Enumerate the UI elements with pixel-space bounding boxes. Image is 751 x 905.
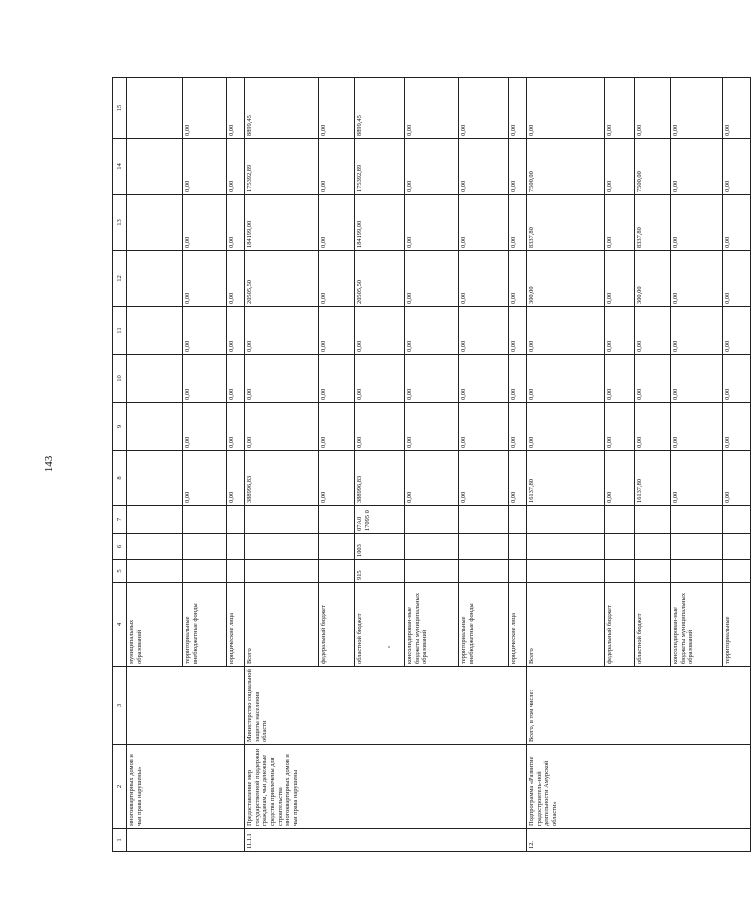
table-cell: территориальные внебюджетные фонды: [183, 583, 227, 667]
table-cell: 0,00: [405, 251, 459, 307]
table-cell: [127, 307, 183, 355]
table-cell: 388996,83: [355, 451, 405, 506]
table-cell: 0,00: [405, 451, 459, 506]
table-cell: [723, 560, 751, 583]
table-cell: 0,00: [723, 355, 751, 403]
table-cell: [527, 506, 605, 534]
table-cell: Всего: [527, 583, 605, 667]
table-cell: 0,00: [671, 307, 723, 355]
table-cell: 0,00: [227, 451, 245, 506]
table-cell: 0,00: [355, 403, 405, 451]
table-row: [527, 78, 605, 852]
table-cell: 0,00: [319, 307, 355, 355]
table-cell: 0,00: [319, 78, 355, 139]
table-cell: 0,00: [459, 451, 509, 506]
table-cell: 300,00: [635, 251, 671, 307]
table-row: [245, 78, 319, 852]
table-cell: 175392,89: [355, 139, 405, 195]
table-cell: 0,00: [605, 251, 635, 307]
table-cell: 0,00: [671, 139, 723, 195]
table-cell: 175392,89: [245, 139, 319, 195]
table-cell: 0,00: [723, 451, 751, 506]
table-cell: 0,00: [319, 451, 355, 506]
table-cell: 0,00: [319, 403, 355, 451]
table-cell: 0,00: [509, 251, 527, 307]
table-cell: 16137,80: [527, 451, 605, 506]
table-cell: 0,00: [319, 139, 355, 195]
table-cell: 0,00: [183, 355, 227, 403]
table-cell: [509, 506, 527, 534]
table-cell: [459, 560, 509, 583]
table-cell: 0,00: [605, 195, 635, 251]
column-header: 2: [113, 745, 127, 829]
table-cell: 0,00: [459, 307, 509, 355]
table-cell: 0,00: [671, 451, 723, 506]
header-row: [113, 78, 127, 852]
table-cell: [183, 560, 227, 583]
scan-speck: [388, 646, 390, 648]
table-cell: федеральный бюджет: [319, 583, 355, 667]
table-cell: [127, 355, 183, 403]
table-cell: 0,00: [183, 403, 227, 451]
table-cell: [127, 251, 183, 307]
column-header: 4: [113, 583, 127, 667]
column-header: 11: [113, 307, 127, 355]
table-cell: 0,00: [605, 78, 635, 139]
table-cell: Подпрограмма «Развитие градостроитель-ной деятельности Амурской области»: [527, 745, 751, 829]
table-cell: территориальные внебюджетные фонды: [459, 583, 509, 667]
table-cell: 0,00: [459, 139, 509, 195]
table-cell: 0,00: [355, 307, 405, 355]
table-cell: 0,00: [635, 355, 671, 403]
table-cell: 20505,50: [355, 251, 405, 307]
table-cell: 8337,80: [635, 195, 671, 251]
table-cell: [127, 829, 245, 852]
table-cell: 915: [355, 560, 405, 583]
table-cell: [671, 506, 723, 534]
table-cell: юридические лица: [227, 583, 245, 667]
table-cell: 0,00: [605, 355, 635, 403]
table-cell: [227, 560, 245, 583]
table-cell: 11.1.1: [245, 829, 527, 852]
table-cell: 0,00: [509, 403, 527, 451]
table-cell: 0,00: [509, 195, 527, 251]
table-cell: 184199,00: [245, 195, 319, 251]
table-cell: [127, 139, 183, 195]
table-cell: [527, 560, 605, 583]
column-header: 9: [113, 403, 127, 451]
table-cell: 0,00: [635, 78, 671, 139]
table-cell: [183, 534, 227, 560]
table-cell: [605, 560, 635, 583]
table-cell: Предоставление мер государственной поддержки гражданам, чьи денежные средства привлечены для строительства многоквартирных домов и чьи права нарушены: [245, 745, 527, 829]
table-cell: 0,00: [605, 451, 635, 506]
table-cell: [405, 560, 459, 583]
table-cell: [723, 506, 751, 534]
table-cell: федеральный бюджет: [605, 583, 635, 667]
table-cell: [127, 560, 183, 583]
table-cell: 0,00: [319, 355, 355, 403]
table-cell: 0,00: [319, 195, 355, 251]
table-cell: 0,00: [509, 355, 527, 403]
table-cell: 0,00: [459, 355, 509, 403]
table-cell: 0,00: [227, 355, 245, 403]
table-cell: [405, 506, 459, 534]
table-cell: многоквартирных домов и чьи права нарушены»: [127, 745, 245, 829]
table-cell: 0,00: [527, 307, 605, 355]
table-cell: 0,00: [723, 195, 751, 251]
table-cell: 0,00: [405, 195, 459, 251]
table-cell: [671, 560, 723, 583]
table-cell: 0,00: [183, 307, 227, 355]
table-cell: 16137,80: [635, 451, 671, 506]
table-cell: 0,00: [527, 78, 605, 139]
table-cell: 8337,80: [527, 195, 605, 251]
column-header: 14: [113, 139, 127, 195]
table-cell: 0,00: [227, 403, 245, 451]
table-cell: 0,00: [605, 307, 635, 355]
column-header: 8: [113, 451, 127, 506]
table-cell: [635, 506, 671, 534]
table-cell: 0,00: [459, 251, 509, 307]
column-header: 1: [113, 829, 127, 852]
table-cell: [319, 534, 355, 560]
rotated-table-region: [112, 78, 731, 852]
table-cell: 0,00: [509, 451, 527, 506]
table-cell: 0,00: [671, 195, 723, 251]
table-cell: [127, 667, 245, 745]
table-cell: 0,00: [671, 403, 723, 451]
table-cell: 0,00: [183, 195, 227, 251]
table-cell: [227, 534, 245, 560]
table-cell: 0,00: [245, 355, 319, 403]
table-cell: Всего: [245, 583, 319, 667]
column-header: 13: [113, 195, 127, 251]
page-number: 143: [43, 455, 55, 473]
table-cell: [127, 403, 183, 451]
table-cell: 0,00: [723, 403, 751, 451]
table-cell: 0,00: [245, 403, 319, 451]
table-cell: 184199,00: [355, 195, 405, 251]
table-cell: [509, 560, 527, 583]
table-cell: 0,00: [723, 78, 751, 139]
column-header: 3: [113, 667, 127, 745]
table-cell: [127, 451, 183, 506]
table-cell: 0,00: [723, 251, 751, 307]
column-header: 10: [113, 355, 127, 403]
table-row: [127, 78, 183, 852]
table-cell: 0,00: [671, 251, 723, 307]
table-cell: 0,00: [405, 78, 459, 139]
table-cell: 300,00: [527, 251, 605, 307]
table-cell: [245, 506, 319, 534]
table-cell: [605, 506, 635, 534]
table-cell: муниципальных образований: [127, 583, 183, 667]
table-cell: [127, 78, 183, 139]
table-cell: 0,00: [355, 355, 405, 403]
table-cell: 0,00: [227, 78, 245, 139]
table-cell: 0,00: [527, 403, 605, 451]
table-cell: 0,00: [405, 403, 459, 451]
table-cell: 0,00: [405, 355, 459, 403]
table-cell: [227, 506, 245, 534]
table-cell: 0,00: [227, 307, 245, 355]
table-cell: 8899,45: [355, 78, 405, 139]
table-cell: 7500,00: [527, 139, 605, 195]
table-cell: 0,00: [183, 251, 227, 307]
table-cell: 12.: [527, 829, 751, 852]
table-cell: [635, 534, 671, 560]
table-cell: 0,00: [183, 78, 227, 139]
table-cell: [459, 506, 509, 534]
table-cell: 07А0 17095 0: [355, 506, 405, 534]
table-cell: 0,00: [527, 355, 605, 403]
table-cell: 0,00: [509, 78, 527, 139]
table-cell: Министерство социальной защиты населения области: [245, 667, 527, 745]
table-cell: [319, 560, 355, 583]
table-cell: [671, 534, 723, 560]
table-cell: 8899,45: [245, 78, 319, 139]
table-cell: [405, 534, 459, 560]
table-cell: 0,00: [635, 403, 671, 451]
table-cell: 0,00: [319, 251, 355, 307]
table-cell: областной бюджет: [355, 583, 405, 667]
table-cell: [509, 534, 527, 560]
table-cell: 0,00: [245, 307, 319, 355]
table-cell: [723, 534, 751, 560]
table-cell: 0,00: [227, 251, 245, 307]
table-cell: [635, 560, 671, 583]
table-cell: 0,00: [509, 139, 527, 195]
table-cell: 0,00: [723, 307, 751, 355]
table-cell: [127, 195, 183, 251]
table-cell: 20505,50: [245, 251, 319, 307]
table-cell: 0,00: [405, 307, 459, 355]
table-cell: 0,00: [183, 451, 227, 506]
column-header: 7: [113, 506, 127, 534]
table-cell: [527, 534, 605, 560]
table-cell: 0,00: [459, 195, 509, 251]
table-cell: 0,00: [509, 307, 527, 355]
table-cell: [245, 560, 319, 583]
table-cell: 1003: [355, 534, 405, 560]
table-cell: [183, 506, 227, 534]
table-cell: 0,00: [227, 195, 245, 251]
table-cell: юридические лица: [509, 583, 527, 667]
table-cell: областной бюджет: [635, 583, 671, 667]
table-cell: 0,00: [723, 139, 751, 195]
table-cell: консолидирован-ные бюджеты муниципальных образований: [671, 583, 723, 667]
table-cell: 0,00: [605, 139, 635, 195]
table-cell: 0,00: [459, 403, 509, 451]
table-cell: 0,00: [183, 139, 227, 195]
table-cell: [127, 534, 183, 560]
table-cell: 7500,00: [635, 139, 671, 195]
table-cell: 0,00: [635, 307, 671, 355]
table-cell: [245, 534, 319, 560]
table-cell: 0,00: [405, 139, 459, 195]
table-cell: консолидирован-ные бюджеты муниципальных образований: [405, 583, 459, 667]
table-cell: Всего, в том числе:: [527, 667, 751, 745]
table-cell: [127, 506, 183, 534]
table-cell: 388996,83: [245, 451, 319, 506]
column-header: 15: [113, 78, 127, 139]
column-header: 6: [113, 534, 127, 560]
table-cell: [605, 534, 635, 560]
table-cell: 0,00: [459, 78, 509, 139]
column-header: 5: [113, 560, 127, 583]
table-cell: 0,00: [671, 355, 723, 403]
table-cell: [459, 534, 509, 560]
table-cell: 0,00: [227, 139, 245, 195]
table-cell: 0,00: [671, 78, 723, 139]
budget-table: [112, 77, 751, 852]
table-cell: 0,00: [605, 403, 635, 451]
table-cell: [319, 506, 355, 534]
column-header: 12: [113, 251, 127, 307]
table-cell: территориальные: [723, 583, 751, 667]
